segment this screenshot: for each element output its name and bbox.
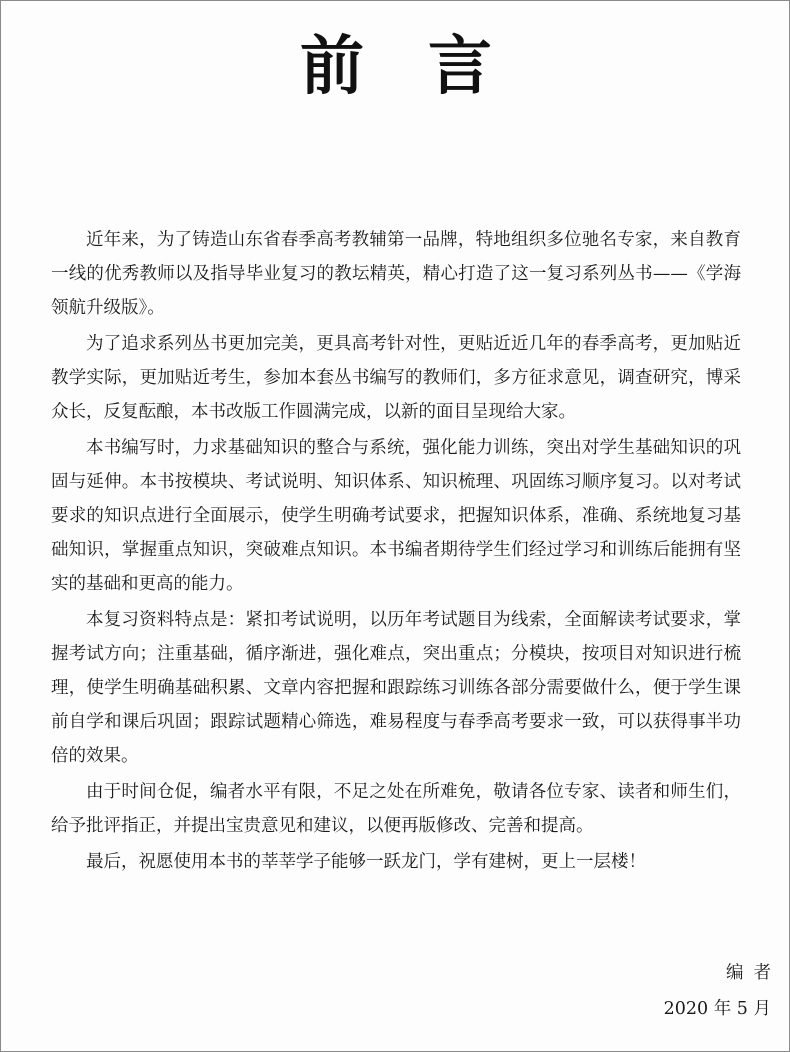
paragraph-1: 近年来，为了铸造山东省春季高考教辅第一品牌，特地组织多位驰名专家，来自教育一线的优秀教师以及指导毕业复习的教坛精英，精心打造了这一复习系列丛书——《学海领航升级版》。 [51,230,741,318]
paragraph-6: 最后，祝愿使用本书的莘莘学子能够一跃龙门，学有建树，更上一层楼！ [86,852,646,872]
paragraph-4: 本复习资料特点是：紧扣考试说明，以历年考试题目为线索，全面解读考试要求，掌握考试方向；注重基础，循序渐进，强化难点，突出重点；分模块，按项目对知识进行梳理，使学生明确基础积累、文章内容把握和跟踪练习训练各部分需要做什么，便于学生课前自学和课后巩固；跟踪试题精心筛选，难易程度与春季高考要求一致，可以获得事半功倍的效果。 [51,610,741,766]
paragraph-3: 本书编写时，力求基础知识的整合与系统，强化能力训练，突出对学生基础知识的巩固与延伸。本书按模块、考试说明、知识体系、知识梳理、巩固练习顺序复习。以对考试要求的知识点进行全面展示，使学生明确考试要求，把握知识体系，准确、系统地复习基础知识，掌握重点知识，突破难点知识。本书编者期待学生们经过学习和训练后能拥有坚实的基础和更高的能力。 [51,438,741,594]
paragraph-2: 为了追求系列丛书更加完美，更具高考针对性，更贴近近几年的春季高考，更加贴近教学实际，更加贴近考生，参加本套丛书编写的教师们，多方征求意见，调查研究，博采众长，反复酝酿，本书改版工作圆满完成，以新的面目呈现给大家。 [51,334,741,422]
paragraph-5: 由于时间仓促，编者水平有限，不足之处在所难免，敬请各位专家、读者和师生们，给予批评指正，并提出宝贵意见和建议，以便再版修改、完善和提高。 [51,782,741,836]
page-title: 前言 [300,29,556,104]
author-signature: 编者 [726,963,781,983]
body-text [51,223,741,881]
date-line: 2020 年 5 月 [663,999,771,1019]
